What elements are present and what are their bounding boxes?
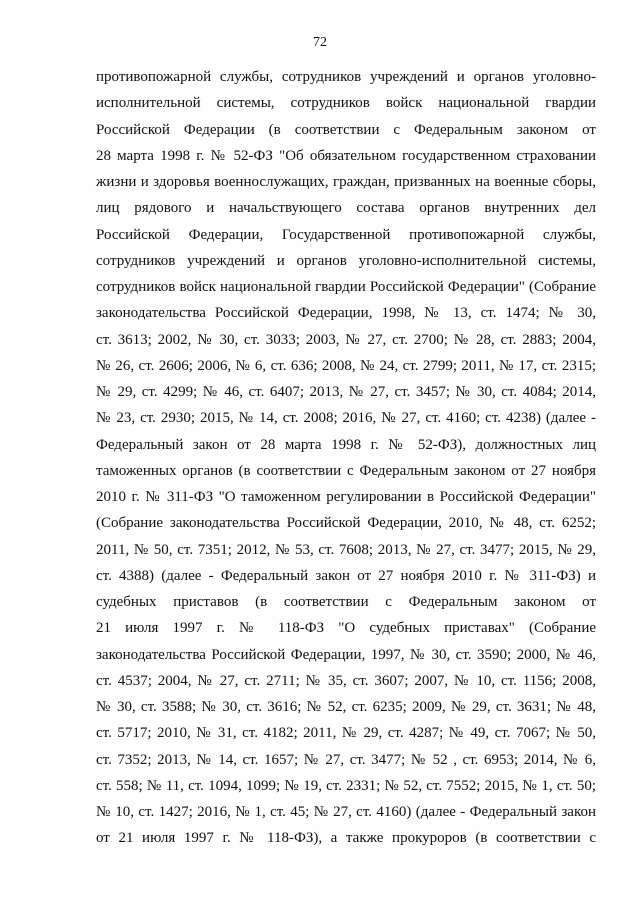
text-line: Российской Федерации (в соответствии с Федеральным законом от — [96, 121, 596, 138]
text-line: № 30, ст. 3588; № 30, ст. 3616; № 52, ст. 6235; 2009, № 29, ст. 3631; № 48, — [96, 699, 596, 715]
text-line: от 21 июля 1997 г. № 118-ФЗ), а также прокуроров (в соответствии с — [96, 830, 596, 847]
text-line: сотрудников учреждений и органов уголовно-исполнительной системы, — [96, 252, 596, 269]
text-line: сотрудников войск национальной гвардии Российской Федерации" (Собрание — [96, 279, 596, 295]
text-line: 28 марта 1998 г. № 52-ФЗ "Об обязательном государственном страховании — [96, 147, 596, 164]
text-line: жизни и здоровья военнослужащих, граждан, призванных на военные сборы, — [96, 174, 596, 190]
text-line: № 26, ст. 2606; 2006, № 6, ст. 636; 2008, № 24, ст. 2799; 2011, № 17, ст. 2315; — [96, 357, 596, 374]
text-line: ст. 7352; 2013, № 14, ст. 1657; № 27, ст. 3477; № 52 , ст. 6953; 2014, № 6, — [96, 751, 596, 768]
text-line: ст. 5717; 2010, № 31, ст. 4182; 2011, № 29, ст. 4287; № 49, ст. 7067; № 50, — [96, 725, 596, 742]
text-line: 21 июля 1997 г. № 118-ФЗ "О судебных приставах" (Собрание — [96, 620, 596, 637]
text-line: лиц рядового и начальствующего состава органов внутренних дел — [96, 200, 596, 217]
text-line: судебных приставов (в соответствии с Федеральным законом от — [96, 594, 596, 610]
text-line: (Собрание законодательства Российской Федерации, 2010, № 48, ст. 6252; — [96, 515, 596, 532]
text-line: законодательства Российской Федерации, 1997, № 30, ст. 3590; 2000, № 46, — [96, 646, 596, 663]
text-line: законодательства Российской Федерации, 1998, № 13, ст. 1474; № 30, — [96, 305, 596, 322]
text-line: ст. 4388) (далее - Федеральный закон от 27 ноября 2010 г. № 311-ФЗ) и — [96, 567, 596, 584]
text-line: Российской Федерации, Государственной противопожарной службы, — [96, 226, 596, 243]
page-number: 72 — [313, 35, 327, 50]
text-line: Федеральный закон от 28 марта 1998 г. № 52-ФЗ), должностных лиц — [96, 436, 596, 453]
text-line: 2010 г. № 311-ФЗ "О таможенном регулировании в Российской Федерации" — [96, 489, 596, 505]
text-line: № 29, ст. 4299; № 46, ст. 6407; 2013, № 27, ст. 3457; № 30, ст. 4084; 2014, — [96, 384, 596, 400]
text-line: № 10, ст. 1427; 2016, № 1, ст. 45; № 27, ст. 4160) (далее - Федеральный закон — [96, 804, 596, 820]
text-line: исполнительной системы, сотрудников войск национальной гвардии — [96, 95, 596, 112]
text-line: ст. 558; № 11, ст. 1094, 1099; № 19, ст. 2331; № 52, ст. 7552; 2015, № 1, ст. 50; — [96, 777, 596, 794]
text-line: № 23, ст. 2930; 2015, № 14, ст. 2008; 2016, № 27, ст. 4160; ст. 4238) (далее - — [96, 410, 596, 427]
text-line: таможенных органов (в соответствии с Федеральным законом от 27 ноября — [96, 462, 596, 479]
text-line: ст. 4537; 2004, № 27, ст. 2711; № 35, ст. 3607; 2007, № 10, ст. 1156; 2008, — [96, 672, 596, 689]
body-text — [96, 64, 596, 852]
text-line: противопожарной службы, сотрудников учреждений и органов уголовно- — [96, 69, 596, 85]
text-line: 2011, № 50, ст. 7351; 2012, № 53, ст. 7608; 2013, № 27, ст. 3477; 2015, № 29, — [96, 541, 596, 558]
text-line: ст. 3613; 2002, № 30, ст. 3033; 2003, № 27, ст. 2700; № 28, ст. 2883; 2004, — [96, 331, 596, 348]
